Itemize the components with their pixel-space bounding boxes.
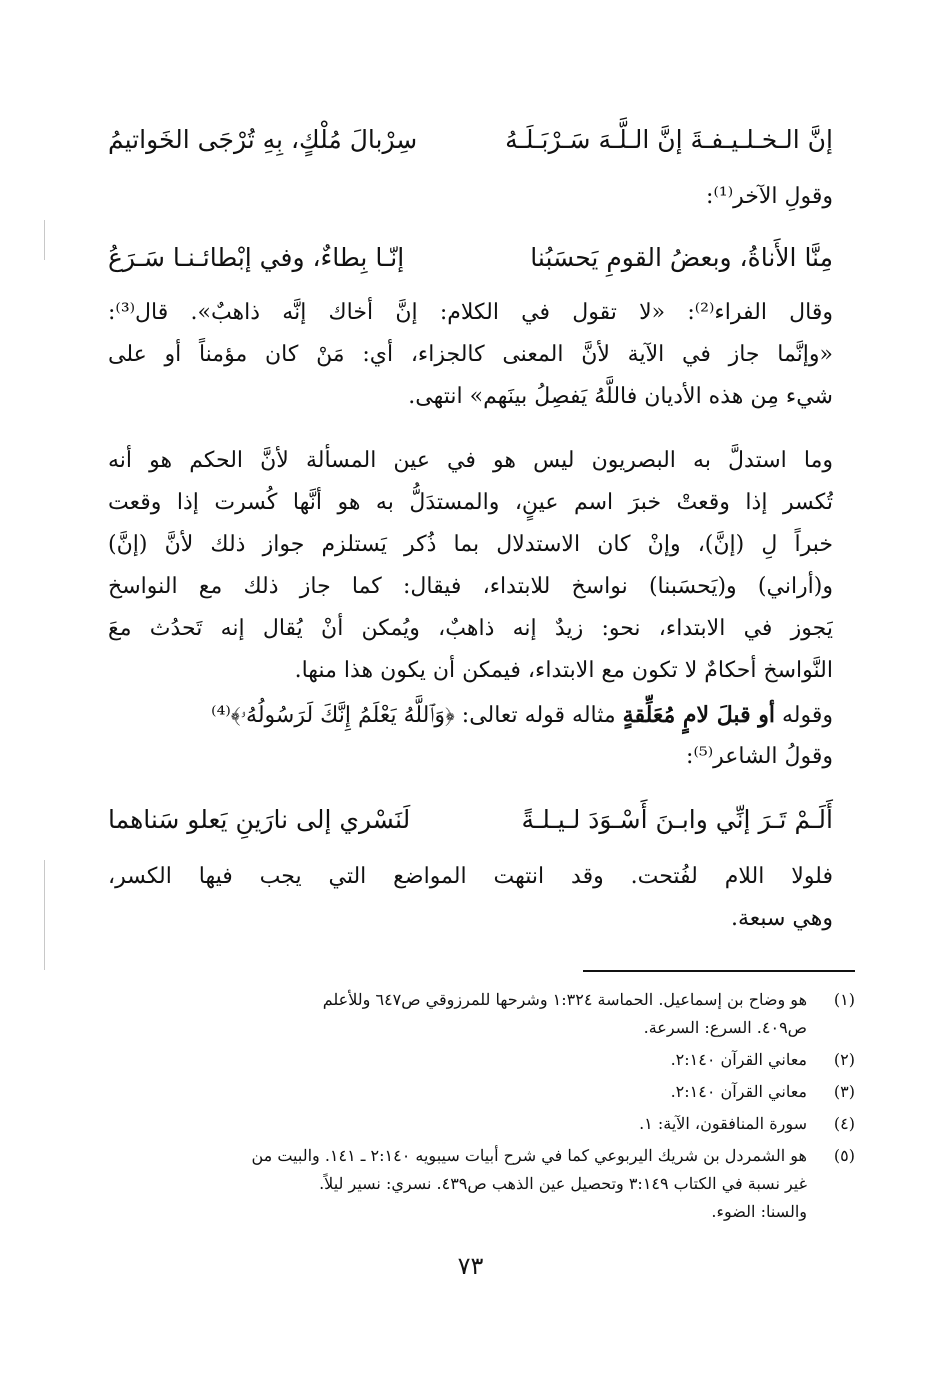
lead-word: وقوله <box>781 703 833 728</box>
footnote-text <box>130 1046 807 1074</box>
bold-matn-phrase: أو قبلَ لامٍ مُعَلِّقةٍ <box>622 702 775 728</box>
footnote-line: ص٤٠٩. السرع: السرعة. <box>643 1018 807 1037</box>
footnote-line: هو الشمردل بن شريك اليربوعي كما في شرح أبيات سيبويه ٢:١٤٠ ـ ١٤١. والبيت من <box>251 1146 807 1165</box>
footnote-3 <box>130 1078 855 1106</box>
verse-2-second-hemistich: إنّـا بِطاءٌ، وفي إبْطائـنـا سَـرَعُ <box>108 243 405 272</box>
footnotes <box>130 986 855 1230</box>
footnote-line: معاني القرآن ٢:١٤٠. <box>670 1050 807 1069</box>
footnote-number: (٢) <box>833 1050 855 1069</box>
footnote-number: (٤) <box>833 1114 855 1133</box>
paragraph-line: فلولا اللام لفُتحت. وقد انتهت المواضع التي يجب فيها الكسر، <box>108 864 833 889</box>
footnote-line: هو وضاح بن إسماعيل. الحماسة ١:٣٢٤ وشرحها للمرزوقي ص٦٤٧ وللأعلم <box>322 990 807 1009</box>
paragraph-line: تُكسر إذا وقعتْ خبرَ اسم عينٍ، والمستدَلُّ به هو أنَّها كُسرت إذا وقعت <box>108 490 833 515</box>
intro-line <box>108 176 833 218</box>
paragraph-line <box>108 694 833 736</box>
footnote-line: والسنا: الضوء. <box>711 1202 807 1221</box>
quran-citation: مثاله قوله تعالى: ﴿وَٱللَّهُ يَعْلَمُ إِنَّكَ لَرَسُولُهُۥ﴾⁽⁴⁾ <box>211 703 616 728</box>
paragraph-farra-quote <box>108 292 833 418</box>
footnote-text <box>130 1110 807 1138</box>
paragraph-lam-muallaqa <box>108 694 833 778</box>
paragraph-line: وقولُ الشاعر⁽⁵⁾: <box>686 744 833 769</box>
paragraph-line: وهي سبعة. <box>730 906 833 931</box>
paragraph-line: و(أراني) و(يَحسَبنا) نواسخ للابتداء، فيقال: كما جاز ذلك مع النواسخ <box>108 574 833 599</box>
footnote-number: (٣) <box>833 1082 855 1101</box>
paragraph-conclusion <box>108 856 833 940</box>
verse-1-second-hemistich: سِرْبالَ مُلْكٍ، بِهِ تُرْجَى الخَواتيمُ <box>108 125 418 154</box>
verse-2 <box>108 236 833 280</box>
footnote-text <box>130 1142 807 1226</box>
footnote-2 <box>130 1046 855 1074</box>
paragraph-line: «وإنَّما جاز في الآية لأنَّ المعنى كالجزاء، أي: مَنْ كان مؤمناً أو على <box>108 342 833 367</box>
footnote-line: غير نسبة في الكتاب ٣:١٤٩ وتحصيل عين الذهب ص٤٣٩. نسري: نسير ليلاً. <box>319 1174 807 1193</box>
footnote-number: (٥) <box>833 1146 855 1165</box>
verse-1 <box>108 118 833 162</box>
intro-line-text: وقولِ الآخر⁽¹⁾: <box>706 184 833 209</box>
scan-margin-mark <box>44 220 45 260</box>
paragraph-line: يَجوز في الابتداء، نحو: زيدٌ إنه ذاهبٌ، ويُمكن أنْ يُقال إنه تَحدُث معَ <box>108 616 833 641</box>
footnote-5 <box>130 1142 855 1226</box>
footnote-line: معاني القرآن ٢:١٤٠. <box>670 1082 807 1101</box>
verse-3 <box>108 798 833 842</box>
verse-3-second-hemistich: لَنَسْري إلى نارَينِ يَعلو سَناهما <box>108 805 411 834</box>
paragraph-line: شيء مِن هذه الأديان فاللَّهُ يَفصِلُ بينَهم» انتهى. <box>408 384 833 409</box>
footnote-divider <box>583 970 855 972</box>
verse-3-first-hemistich: أَلَـمْ تَـرَ إنِّي وابـنَ أَسْـوَدَ لـيـلـةً <box>521 805 833 834</box>
paragraph-basrans-argument <box>108 440 833 692</box>
paragraph-line: وقال الفراء⁽²⁾: «لا تقول في الكلام: إنَّ أخاك إنَّه ذاهبٌ». قال⁽³⁾: <box>108 300 833 325</box>
footnote-number: (١) <box>833 990 855 1009</box>
footnote-text <box>130 986 807 1042</box>
paragraph-line: خبراً لِ (إنَّ)، وإنْ كان الاستدلال بما ذُكر يَستلزم جواز ذلك لأنَّ (إنَّ) <box>108 532 833 557</box>
footnote-line: سورة المنافقون، الآية: ١. <box>639 1114 807 1133</box>
footnote-text <box>130 1078 807 1106</box>
footnote-4 <box>130 1110 855 1138</box>
paragraph-line: وما استدلَّ به البصريون ليس هو في عين المسألة لأنَّ الحكم هو أنه <box>108 448 833 473</box>
verse-2-first-hemistich: مِنَّا الأَناةُ، وبعضُ القومِ يَحسَبُنا <box>530 243 833 272</box>
footnote-1 <box>130 986 855 1042</box>
verse-1-first-hemistich: إنَّ الـخـلـيـفـةَ إنَّ الـلَّـهَ سَـرْبَـلَـهُ <box>505 125 833 154</box>
paragraph-line: النَّواسخ أحكامٌ لا تكون مع الابتداء، فيمكن أن يكون هذا منها. <box>294 658 833 683</box>
page-number: ٧٣ <box>457 1252 484 1280</box>
scan-margin-mark <box>44 860 45 970</box>
